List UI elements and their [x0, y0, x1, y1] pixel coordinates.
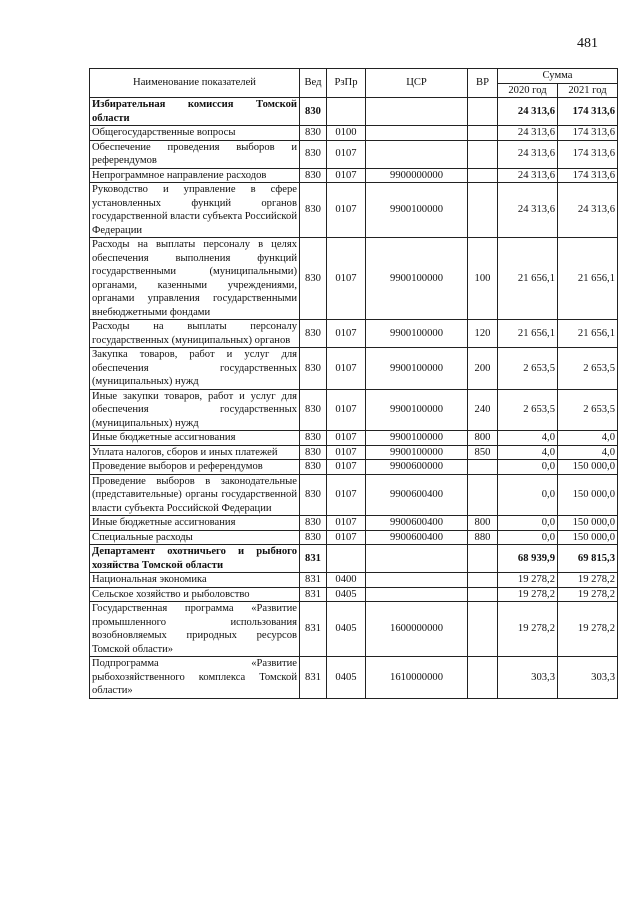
row-sum-2020: 24 313,6 — [498, 183, 558, 238]
row-sum-2021: 150 000,0 — [558, 516, 618, 531]
header-csr: ЦСР — [366, 69, 468, 98]
row-csr: 9900600400 — [366, 530, 468, 545]
row-sum-2020: 24 313,6 — [498, 126, 558, 141]
header-ved: Вед — [300, 69, 327, 98]
row-csr: 9900100000 — [366, 320, 468, 348]
row-name: Национальная экономика — [90, 573, 300, 588]
table-row — [90, 168, 618, 183]
row-sum-2021: 19 278,2 — [558, 573, 618, 588]
row-csr: 9900100000 — [366, 238, 468, 320]
row-sum-2020: 19 278,2 — [498, 573, 558, 588]
row-csr — [366, 587, 468, 602]
row-vr — [468, 140, 498, 168]
row-ved: 830 — [300, 389, 327, 431]
table-row — [90, 516, 618, 531]
row-csr: 9900600400 — [366, 474, 468, 516]
row-ved: 830 — [300, 126, 327, 141]
table-row — [90, 140, 618, 168]
row-rzpr: 0400 — [327, 573, 366, 588]
row-sum-2020: 4,0 — [498, 445, 558, 460]
row-sum-2020: 0,0 — [498, 474, 558, 516]
row-ved: 831 — [300, 573, 327, 588]
row-sum-2020: 24 313,6 — [498, 140, 558, 168]
header-sum: Сумма — [498, 69, 618, 84]
row-ved: 830 — [300, 183, 327, 238]
budget-table — [89, 68, 618, 699]
row-csr: 9900100000 — [366, 348, 468, 390]
row-csr — [366, 140, 468, 168]
header-year-2020: 2020 год — [498, 83, 558, 98]
row-sum-2020: 21 656,1 — [498, 320, 558, 348]
row-rzpr: 0405 — [327, 587, 366, 602]
row-ved: 830 — [300, 530, 327, 545]
row-rzpr: 0107 — [327, 530, 366, 545]
row-ved: 831 — [300, 602, 327, 657]
row-ved: 831 — [300, 545, 327, 573]
row-rzpr: 0107 — [327, 460, 366, 475]
row-csr: 9900000000 — [366, 168, 468, 183]
row-vr — [468, 573, 498, 588]
row-vr: 880 — [468, 530, 498, 545]
row-ved: 830 — [300, 140, 327, 168]
row-vr: 800 — [468, 516, 498, 531]
row-ved: 830 — [300, 516, 327, 531]
header-year-2021: 2021 год — [558, 83, 618, 98]
row-vr: 100 — [468, 238, 498, 320]
page-number: 481 — [577, 36, 598, 51]
row-vr: 240 — [468, 389, 498, 431]
row-sum-2021: 21 656,1 — [558, 320, 618, 348]
row-sum-2021: 174 313,6 — [558, 140, 618, 168]
row-name: Иные бюджетные ассигнования — [90, 516, 300, 531]
row-sum-2021: 303,3 — [558, 657, 618, 699]
row-sum-2021: 2 653,5 — [558, 389, 618, 431]
row-csr: 1600000000 — [366, 602, 468, 657]
row-ved: 830 — [300, 168, 327, 183]
table-row — [90, 587, 618, 602]
row-ved: 830 — [300, 474, 327, 516]
row-rzpr: 0107 — [327, 320, 366, 348]
row-csr — [366, 545, 468, 573]
row-sum-2021: 4,0 — [558, 445, 618, 460]
row-rzpr: 0107 — [327, 183, 366, 238]
row-rzpr — [327, 98, 366, 126]
table-row — [90, 602, 618, 657]
row-ved: 830 — [300, 238, 327, 320]
row-csr — [366, 98, 468, 126]
row-name: Закупка товаров, работ и услуг для обеспечения государственных (муниципальных) нужд — [90, 348, 300, 390]
table-row — [90, 445, 618, 460]
table-row — [90, 657, 618, 699]
row-csr: 1610000000 — [366, 657, 468, 699]
row-sum-2021: 2 653,5 — [558, 348, 618, 390]
table-row — [90, 98, 618, 126]
table-row — [90, 460, 618, 475]
row-csr: 9900100000 — [366, 389, 468, 431]
row-name: Непрограммное направление расходов — [90, 168, 300, 183]
row-rzpr: 0100 — [327, 126, 366, 141]
row-name: Расходы на выплаты персоналу в целях обеспечения выполнения функций государственными (муниципальными) органами, казенными учреждениями, органами управления государственными внебюджетными фондами — [90, 238, 300, 320]
row-name: Общегосударственные вопросы — [90, 126, 300, 141]
row-sum-2020: 19 278,2 — [498, 587, 558, 602]
row-name: Проведение выборов и референдумов — [90, 460, 300, 475]
row-sum-2020: 0,0 — [498, 530, 558, 545]
row-vr — [468, 460, 498, 475]
row-name: Расходы на выплаты персоналу государственных (муниципальных) органов — [90, 320, 300, 348]
row-ved: 830 — [300, 460, 327, 475]
row-sum-2021: 150 000,0 — [558, 474, 618, 516]
row-vr — [468, 602, 498, 657]
header-rzpr: РзПр — [327, 69, 366, 98]
row-name: Руководство и управление в сфере установленных функций органов государственной власти субъекта Российской Федерации — [90, 183, 300, 238]
row-ved: 830 — [300, 445, 327, 460]
row-sum-2020: 4,0 — [498, 431, 558, 446]
row-sum-2020: 19 278,2 — [498, 602, 558, 657]
row-sum-2020: 2 653,5 — [498, 348, 558, 390]
table-row — [90, 389, 618, 431]
row-name: Обеспечение проведения выборов и референдумов — [90, 140, 300, 168]
row-sum-2020: 2 653,5 — [498, 389, 558, 431]
row-ved: 831 — [300, 587, 327, 602]
row-rzpr: 0107 — [327, 238, 366, 320]
header-name: Наименование показателей — [90, 69, 300, 98]
table-row — [90, 126, 618, 141]
row-rzpr: 0107 — [327, 445, 366, 460]
row-vr — [468, 98, 498, 126]
row-rzpr: 0107 — [327, 516, 366, 531]
table-row — [90, 431, 618, 446]
row-rzpr: 0107 — [327, 168, 366, 183]
row-name: Подпрограмма «Развитие рыбохозяйственного комплекса Томской области» — [90, 657, 300, 699]
row-csr: 9900100000 — [366, 431, 468, 446]
row-rzpr — [327, 545, 366, 573]
row-vr — [468, 545, 498, 573]
row-sum-2021: 174 313,6 — [558, 168, 618, 183]
row-ved: 830 — [300, 320, 327, 348]
row-vr: 850 — [468, 445, 498, 460]
row-vr — [468, 587, 498, 602]
row-csr — [366, 573, 468, 588]
row-vr — [468, 126, 498, 141]
row-name: Специальные расходы — [90, 530, 300, 545]
row-rzpr: 0107 — [327, 474, 366, 516]
row-ved: 830 — [300, 431, 327, 446]
row-vr — [468, 657, 498, 699]
row-csr — [366, 126, 468, 141]
table-row — [90, 320, 618, 348]
table-row — [90, 238, 618, 320]
table-row — [90, 183, 618, 238]
row-rzpr: 0107 — [327, 431, 366, 446]
row-sum-2020: 0,0 — [498, 516, 558, 531]
row-vr: 120 — [468, 320, 498, 348]
row-vr — [468, 168, 498, 183]
header-vr: ВР — [468, 69, 498, 98]
row-name: Избирательная комиссия Томской области — [90, 98, 300, 126]
row-csr: 9900100000 — [366, 445, 468, 460]
row-ved: 830 — [300, 98, 327, 126]
row-name: Государственная программа «Развитие промышленного использования возобновляемых природных ресурсов Томской области» — [90, 602, 300, 657]
table-row — [90, 474, 618, 516]
table-row — [90, 573, 618, 588]
row-rzpr: 0405 — [327, 657, 366, 699]
row-sum-2020: 68 939,9 — [498, 545, 558, 573]
row-sum-2021: 4,0 — [558, 431, 618, 446]
row-rzpr: 0405 — [327, 602, 366, 657]
row-name: Проведение выборов в законодательные (представительные) органы государственной власти субъекта Российской Федерации — [90, 474, 300, 516]
row-csr: 9900600000 — [366, 460, 468, 475]
row-csr: 9900100000 — [366, 183, 468, 238]
table-row — [90, 530, 618, 545]
row-rzpr: 0107 — [327, 140, 366, 168]
row-vr — [468, 183, 498, 238]
row-ved: 830 — [300, 348, 327, 390]
row-name: Уплата налогов, сборов и иных платежей — [90, 445, 300, 460]
row-sum-2020: 24 313,6 — [498, 168, 558, 183]
row-name: Департамент охотничьего и рыбного хозяйства Томской области — [90, 545, 300, 573]
table-row — [90, 348, 618, 390]
row-sum-2020: 24 313,6 — [498, 98, 558, 126]
row-sum-2021: 21 656,1 — [558, 238, 618, 320]
table-body — [90, 98, 618, 699]
table-row — [90, 545, 618, 573]
row-sum-2021: 150 000,0 — [558, 460, 618, 475]
row-rzpr: 0107 — [327, 348, 366, 390]
row-sum-2021: 69 815,3 — [558, 545, 618, 573]
row-name: Иные бюджетные ассигнования — [90, 431, 300, 446]
row-sum-2021: 24 313,6 — [558, 183, 618, 238]
row-sum-2020: 0,0 — [498, 460, 558, 475]
row-rzpr: 0107 — [327, 389, 366, 431]
row-sum-2020: 21 656,1 — [498, 238, 558, 320]
row-vr: 800 — [468, 431, 498, 446]
row-csr: 9900600400 — [366, 516, 468, 531]
row-name: Иные закупки товаров, работ и услуг для обеспечения государственных (муниципальных) нужд — [90, 389, 300, 431]
row-name: Сельское хозяйство и рыболовство — [90, 587, 300, 602]
row-vr: 200 — [468, 348, 498, 390]
row-ved: 831 — [300, 657, 327, 699]
row-sum-2021: 150 000,0 — [558, 530, 618, 545]
row-sum-2021: 174 313,6 — [558, 98, 618, 126]
row-sum-2021: 174 313,6 — [558, 126, 618, 141]
row-sum-2020: 303,3 — [498, 657, 558, 699]
row-vr — [468, 474, 498, 516]
row-sum-2021: 19 278,2 — [558, 587, 618, 602]
row-sum-2021: 19 278,2 — [558, 602, 618, 657]
